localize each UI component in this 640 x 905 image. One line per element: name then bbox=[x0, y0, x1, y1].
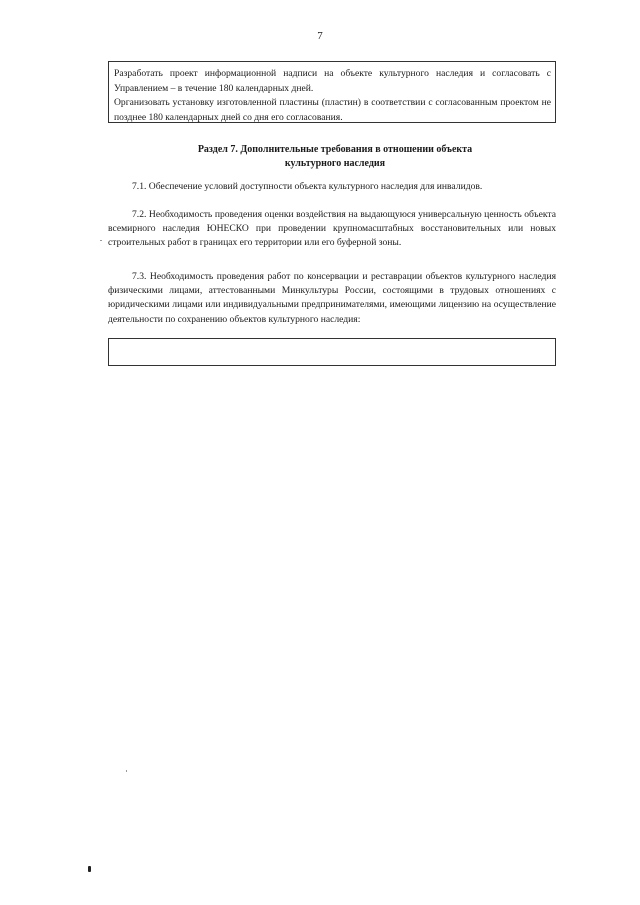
paragraph-7-1: 7.1. Обеспечение условий доступности объекта культурного наследия для инвалидов. bbox=[132, 181, 483, 192]
scan-speck bbox=[126, 770, 127, 772]
empty-field-box bbox=[108, 338, 556, 366]
paragraph-7-3: 7.3. Необходимость проведения работ по консервации и реставрации объектов культурного наследия физическими лицами, аттестованными Минкультуры России, состоящими в трудовых отношениях с юридическими лицами или индивидуальными предпринимателями, имеющими лицензию на осуществление деятельности по сохранению объектов культурного наследия: bbox=[108, 271, 556, 325]
requirement-text-2: Организовать установку изготовленной пластины (пластин) в соответствии с согласованным проектом не позднее 180 календарных дней со дня его согласования. bbox=[114, 97, 551, 123]
page-number: 7 bbox=[317, 30, 323, 42]
requirements-box bbox=[108, 61, 556, 123]
section-title bbox=[150, 143, 520, 171]
paragraph-7-2: 7.2. Необходимость проведения оценки воздействия на выдающуюся универсальную ценность объекта всемирного наследия ЮНЕСКО при проведении крупномасштабных восстановительных или новых строительных работ в границах его территории или его буферной зоны. bbox=[108, 209, 556, 249]
requirement-text-1: Разработать проект информационной надписи на объекте культурного наследия и согласовать с Управлением – в течение 180 календарных дней. bbox=[114, 68, 551, 94]
section-title-line-2: культурного наследия bbox=[284, 158, 386, 169]
section-title-line-1: Раздел 7. Дополнительные требования в отношении объекта bbox=[197, 144, 473, 155]
scan-speck bbox=[100, 240, 102, 241]
scan-mark bbox=[88, 866, 91, 872]
